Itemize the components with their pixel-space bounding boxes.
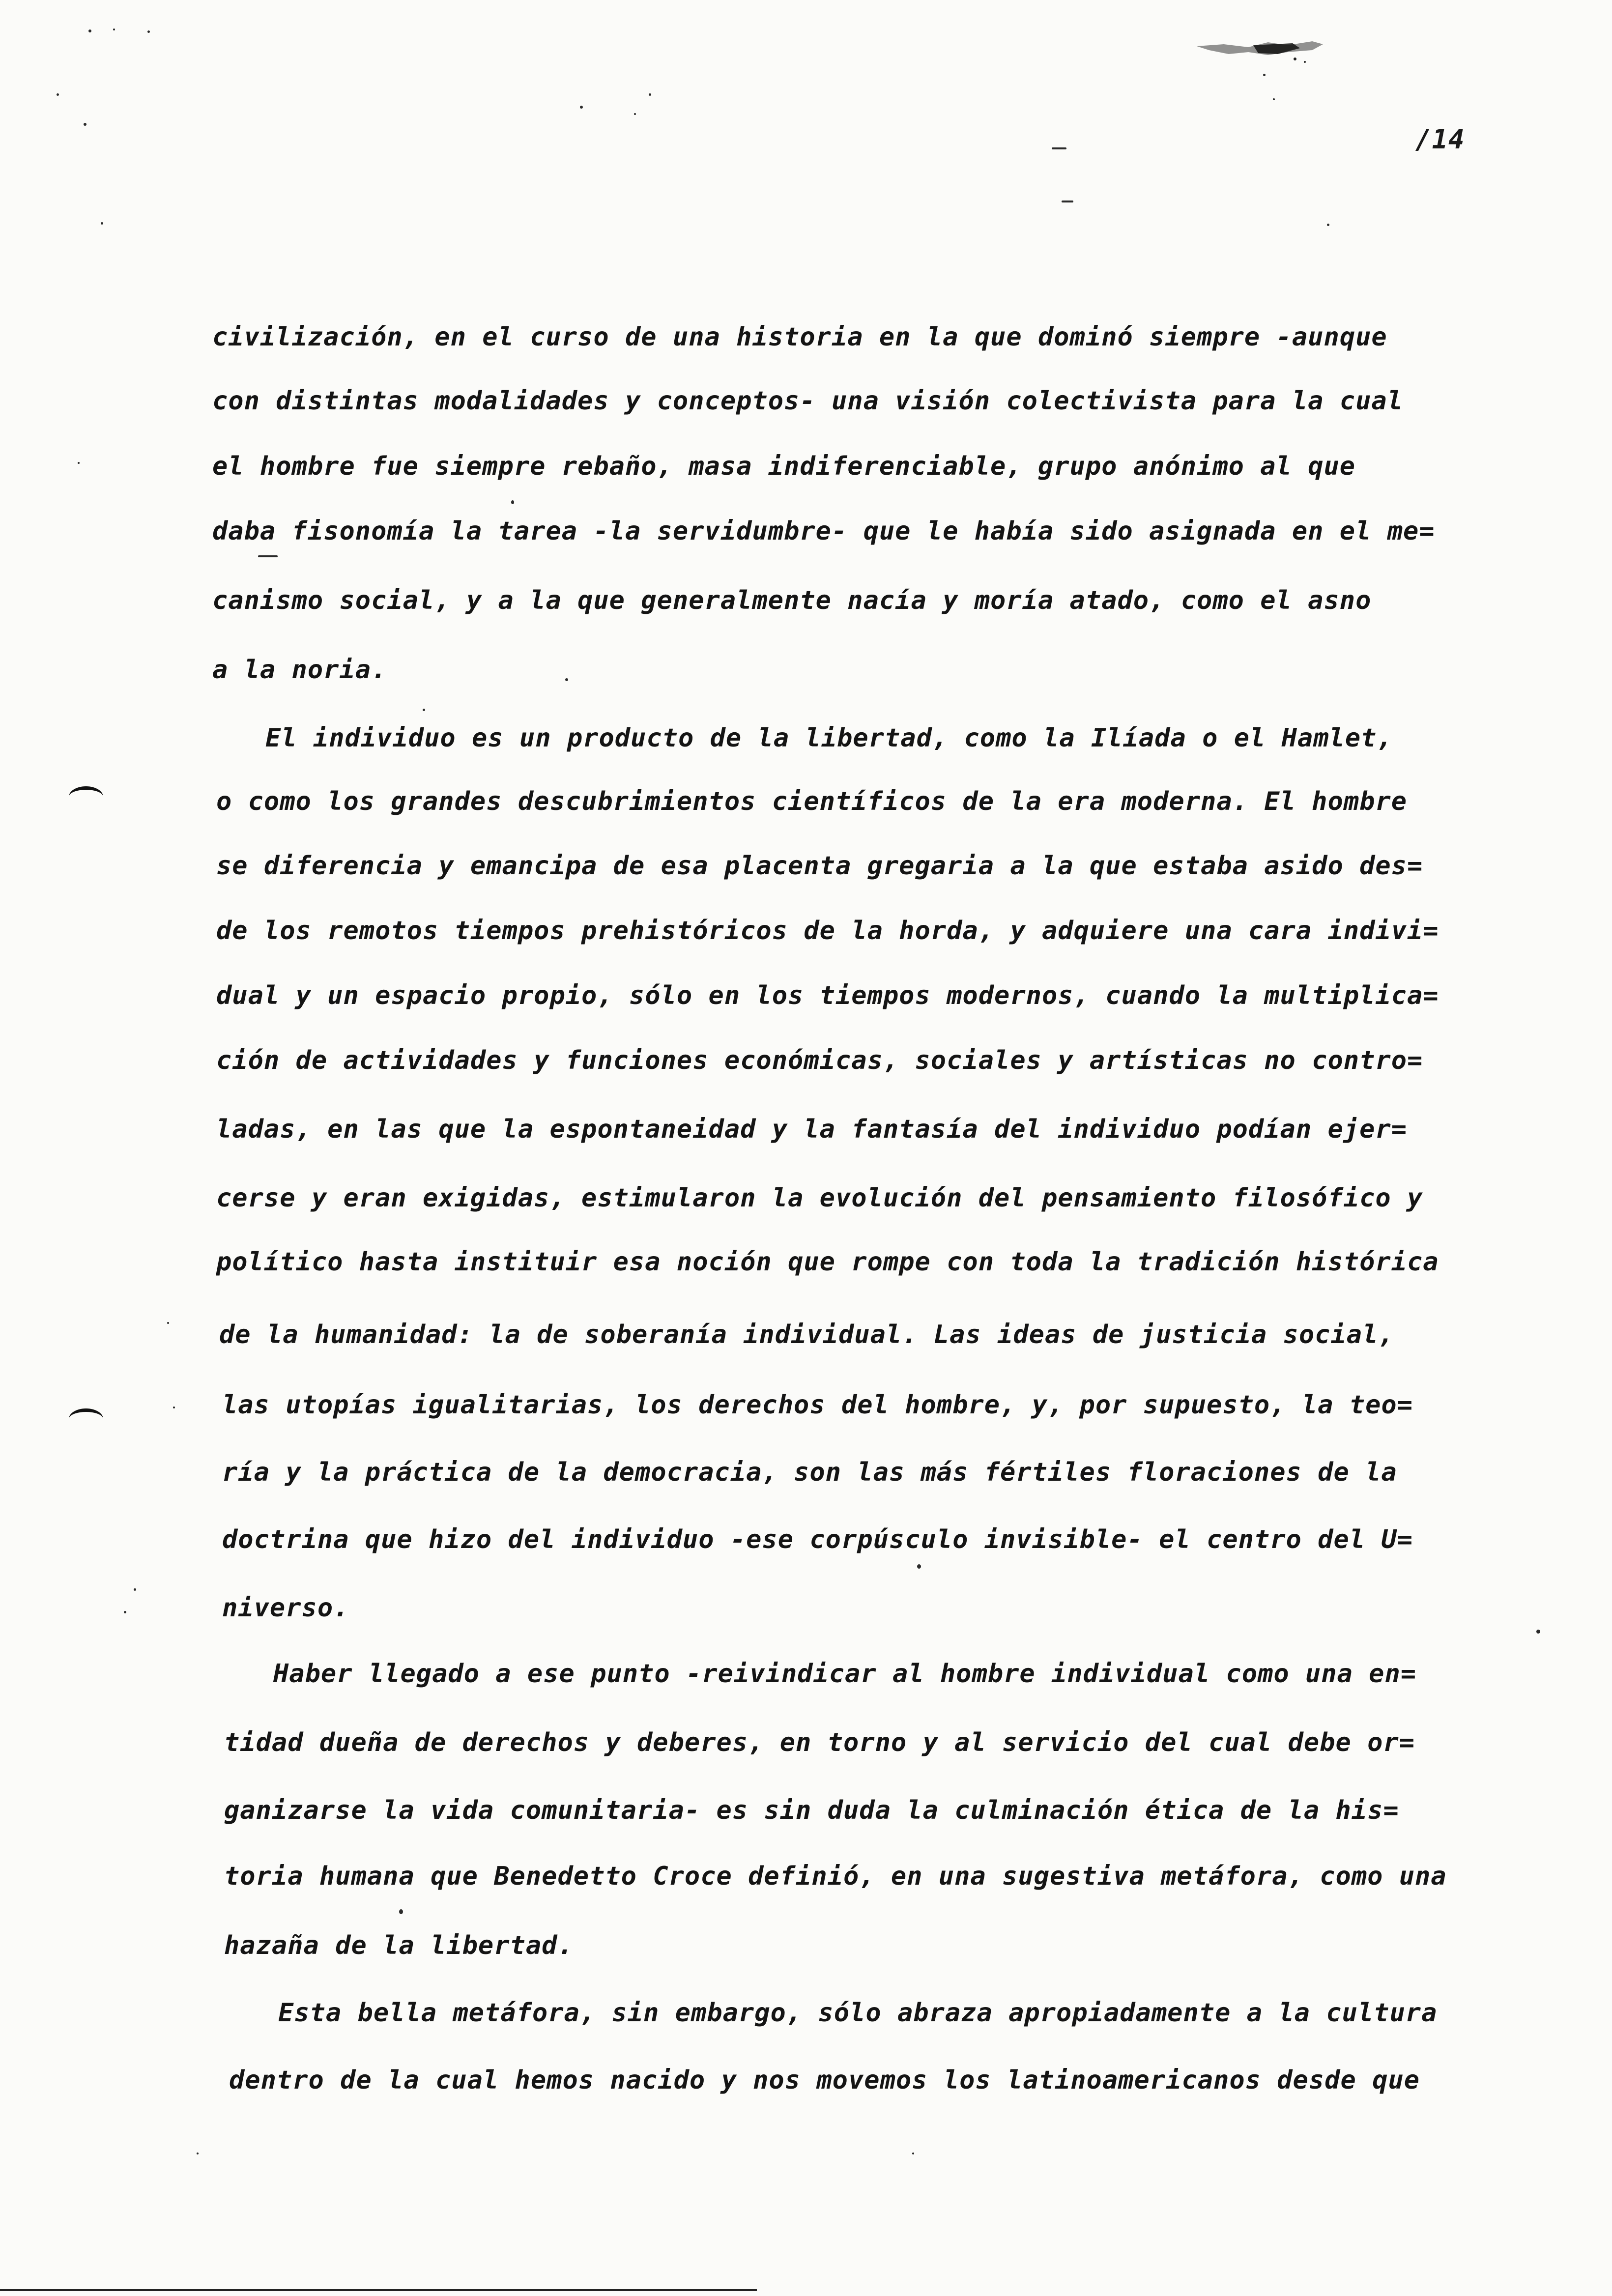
- text-line: civilización, en el curso de una historia en la que dominó siempre -aunque: [212, 322, 1387, 352]
- text-line: ción de actividades y funciones económicas, sociales y artísticas no contro=: [216, 1046, 1423, 1075]
- text-line: Haber llegado a ese punto -reivindicar al hombre individual como una en=: [273, 1659, 1417, 1689]
- scan-speck: [173, 1406, 175, 1408]
- text-line: hazaña de la libertad.: [224, 1931, 574, 1960]
- scan-speck: [88, 29, 91, 32]
- text-line: ría y la práctica de la democracia, son las más fértiles floraciones de la: [222, 1458, 1397, 1487]
- scan-speck: [57, 93, 59, 96]
- scan-speck: [912, 2152, 914, 2154]
- scan-speck: [78, 462, 80, 464]
- text-line: doctrina que hizo del individuo -ese corpúsculo invisible- el centro del U=: [222, 1525, 1413, 1554]
- text-line: tidad dueña de derechos y deberes, en torno y al servicio del cual debe or=: [224, 1728, 1415, 1757]
- scan-speck: [1062, 201, 1073, 202]
- scan-speck: [565, 678, 568, 681]
- text-line: Esta bella metáfora, sin embargo, sólo abraza apropiadamente a la cultura: [278, 1998, 1438, 2028]
- scan-speck: [511, 500, 514, 504]
- text-line: o como los grandes descubrimientos científicos de la era moderna. El hombre: [216, 787, 1407, 816]
- scan-speck: [113, 29, 115, 30]
- text-line: niverso.: [222, 1593, 349, 1623]
- scan-speck: [84, 123, 86, 126]
- scan-speck: [423, 709, 425, 711]
- text-line: dentro de la cual hemos nacido y nos movemos los latinoamericanos desde que: [229, 2066, 1420, 2095]
- text-line: de la humanidad: la de soberanía individual. Las ideas de justicia social,: [219, 1320, 1394, 1349]
- scan-speck: [134, 1588, 136, 1591]
- scan-speck: [1052, 147, 1066, 149]
- text-line: ladas, en las que la espontaneidad y la fantasía del individuo podían ejer=: [216, 1115, 1407, 1144]
- text-line: ganizarse la vida comunitaria- es sin duda la culminación ética de la his=: [224, 1796, 1399, 1825]
- scan-speck: [147, 30, 150, 33]
- hole-punch-mark: [69, 786, 103, 807]
- page-number: /14: [1415, 124, 1465, 155]
- text-line: el hombre fue siempre rebaño, masa indiferenciable, grupo anónimo al que: [212, 452, 1356, 481]
- text-line: dual y un espacio propio, sólo en los tiempos modernos, cuando la multiplica=: [216, 981, 1439, 1010]
- scan-speck: [124, 1611, 126, 1613]
- text-line: a la noria.: [212, 655, 387, 685]
- text-line: político hasta instituir esa noción que rompe con toda la tradición histórica: [216, 1247, 1439, 1277]
- scan-speck: [649, 93, 651, 96]
- scan-speck: [399, 1909, 403, 1914]
- text-line: se diferencia y emancipa de esa placenta gregaria a la que estaba asido des=: [216, 851, 1423, 881]
- text-line: de los remotos tiempos prehistóricos de la horda, y adquiere una cara indivi=: [216, 916, 1439, 946]
- scan-speck: [258, 555, 278, 557]
- text-line: canismo social, y a la que generalmente nacía y moría atado, como el asno: [212, 586, 1372, 615]
- text-line: daba fisonomía la tarea -la servidumbre- que le había sido asignada en el me=: [212, 517, 1435, 546]
- text-line: toria humana que Benedetto Croce definió, en una sugestiva metáfora, como una: [224, 1862, 1447, 1891]
- scan-speck: [1536, 1630, 1540, 1634]
- scan-speck: [197, 2152, 199, 2154]
- text-line: las utopías igualitarias, los derechos del hombre, y, por supuesto, la teo=: [222, 1390, 1413, 1420]
- scan-speck: [1263, 74, 1266, 76]
- ink-smudge: [1194, 35, 1327, 65]
- scan-speck: [580, 106, 583, 109]
- bottom-rule: [0, 2289, 757, 2291]
- text-line: cerse y eran exigidas, estimularon la evolución del pensamiento filosófico y: [216, 1183, 1423, 1213]
- scan-speck: [634, 113, 636, 115]
- scan-speck: [917, 1564, 921, 1569]
- hole-punch-mark: [69, 1408, 103, 1430]
- text-line: con distintas modalidades y conceptos- una visión colectivista para la cual: [212, 386, 1403, 416]
- scan-speck: [167, 1322, 169, 1324]
- text-line: El individuo es un producto de la libertad, como la Ilíada o el Hamlet,: [265, 723, 1393, 753]
- scan-speck: [101, 222, 103, 225]
- scan-speck: [1327, 224, 1329, 226]
- scan-speck: [1273, 98, 1275, 100]
